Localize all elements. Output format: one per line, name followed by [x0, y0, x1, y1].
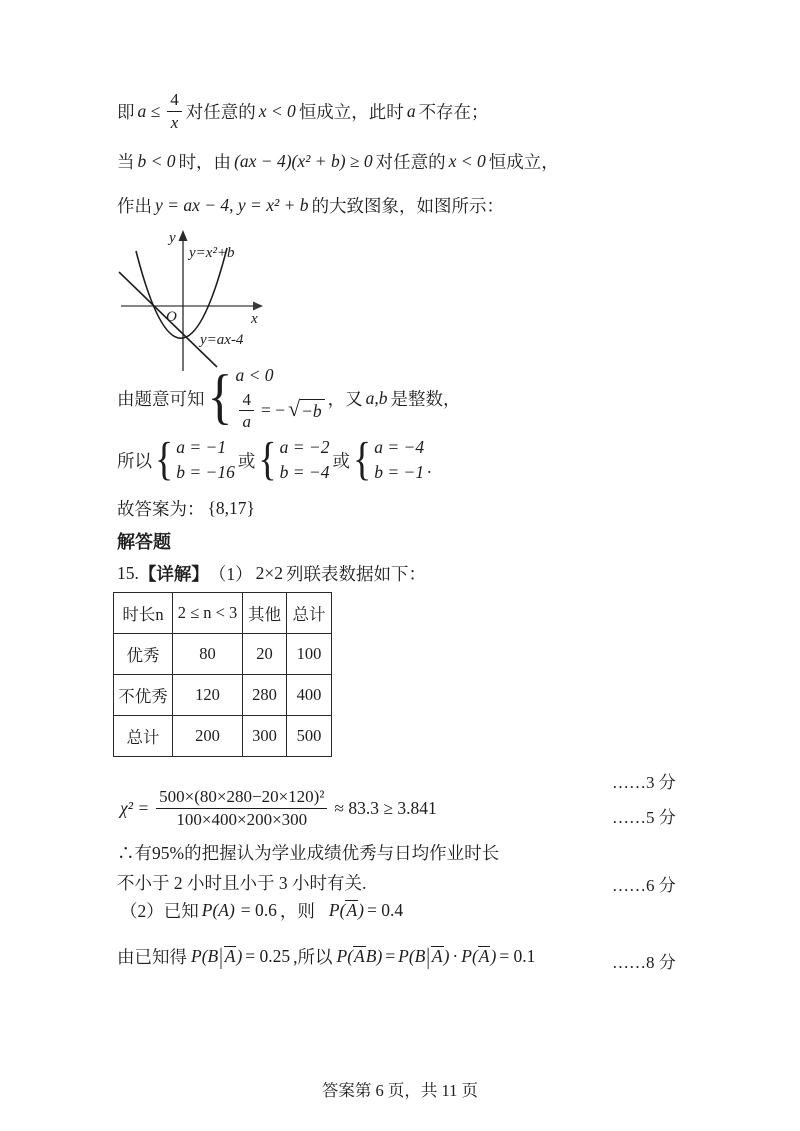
cjk-text: 列联表数据如下：	[286, 564, 426, 584]
solutions-line	[117, 434, 432, 486]
section-heading	[117, 528, 171, 554]
system-rows	[280, 437, 330, 484]
part-2-line-1	[120, 898, 406, 923]
header-cell: 时长n	[114, 593, 173, 634]
cjk-text: 对任意的	[375, 152, 446, 172]
value-a: a = −2	[279, 437, 330, 457]
cell-value: 100	[287, 634, 332, 675]
value-b: b = −1	[374, 461, 425, 482]
math-token: b < 0	[137, 151, 176, 171]
p-close: )	[443, 946, 450, 966]
left-brace: {	[258, 434, 277, 486]
probability-A-complement	[461, 946, 496, 967]
table-header-row	[114, 593, 332, 634]
A-bar: A	[431, 946, 443, 966]
answer-label: 故答案为：	[117, 499, 205, 519]
value: = 0.1	[499, 946, 536, 966]
square-root	[288, 396, 325, 423]
conditional-probability	[191, 942, 243, 970]
solution-line-1	[117, 90, 489, 132]
radicand: −b	[300, 399, 325, 423]
p-close: B)	[365, 946, 383, 966]
value-a: a = −1	[176, 437, 227, 457]
fraction-denominator: x	[170, 112, 179, 132]
left-brace: {	[155, 434, 174, 486]
function-graph-figure	[105, 224, 277, 374]
section-heading-text: 解答题	[117, 532, 171, 552]
radical-sign: √	[288, 396, 301, 421]
y-axis-label: y	[169, 230, 176, 246]
solution-line-3	[117, 193, 504, 218]
cell-value: 300	[243, 716, 287, 757]
cjk-text: 是整数，	[390, 388, 461, 409]
A-bar: A	[346, 900, 358, 920]
problem-15-intro	[117, 561, 426, 586]
conditional-bar: |	[219, 942, 223, 970]
system-rows	[374, 437, 424, 484]
cjk-text: ，则	[279, 901, 315, 921]
cjk-text: ，又	[327, 388, 363, 409]
final-answer-line	[117, 496, 258, 521]
value: = 0.6	[240, 900, 277, 920]
value-a: a = −4	[374, 437, 425, 457]
chi-fraction	[156, 787, 327, 829]
A-bar: A	[354, 946, 365, 966]
probability-A-complement	[329, 900, 364, 921]
p-close: )	[490, 946, 497, 966]
cell-value: 400	[287, 675, 332, 716]
table-row	[114, 716, 332, 757]
p-close: )	[236, 946, 243, 966]
equals: =	[385, 946, 396, 966]
row-label: 优秀	[114, 634, 173, 675]
cjk-text: 即	[117, 101, 135, 122]
brace-system-1	[155, 434, 235, 486]
joint-probability	[337, 946, 383, 967]
cjk-text: 或	[332, 450, 350, 471]
origin-label: O	[166, 309, 177, 325]
cjk-text: 时，由	[178, 152, 232, 172]
cjk-text: 对任意的	[185, 101, 256, 122]
cjk-text: （2）已知	[120, 901, 199, 921]
fraction-numerator: 500×(80×280−20×120)²	[156, 787, 327, 809]
score-mark-6: ……6 分	[612, 876, 676, 895]
cjk-text: 由已知得	[117, 947, 187, 967]
x-axis-label: x	[251, 311, 258, 327]
header-cell: 2 ≤ n < 3	[173, 593, 243, 634]
fraction-numerator: 4	[167, 90, 182, 112]
cell-value: 280	[243, 675, 287, 716]
conditional-probability	[398, 942, 450, 970]
cell-value: 120	[173, 675, 243, 716]
cell-value: 20	[243, 634, 287, 675]
chi-square-formula	[117, 787, 440, 829]
cjk-text: 不存在；	[418, 101, 489, 122]
cell-value: 500	[287, 716, 332, 757]
row-label: 不优秀	[114, 675, 173, 716]
contingency-table	[113, 592, 332, 757]
fraction-denominator: a	[242, 412, 251, 432]
multiplication-dot: ·	[452, 946, 459, 966]
y-axis-arrow-icon	[179, 230, 188, 241]
cell-value: 200	[173, 716, 243, 757]
cjk-text: 恒成立，	[488, 152, 559, 172]
cjk-text: 由题意可知	[117, 388, 205, 409]
cjk-text: ∴有95%的把握认为学业成绩优秀与日均作业时长	[117, 843, 500, 863]
cjk-text: 或	[237, 450, 256, 471]
solution-line-2	[117, 149, 559, 174]
brace-system-2	[258, 434, 330, 486]
p-b-open: P(B	[191, 946, 219, 966]
graph-svg	[105, 224, 277, 374]
cell-value: 80	[173, 634, 243, 675]
p-open: P(	[336, 946, 354, 966]
equals-minus: = −	[260, 399, 286, 420]
fraction-4-over-a	[239, 390, 254, 432]
math-token: 2×2	[255, 563, 283, 583]
chi-squared-lhs: χ² =	[120, 797, 150, 818]
A-bar: A	[224, 946, 236, 966]
cjk-text: 所以	[117, 450, 152, 471]
table-row	[114, 675, 332, 716]
cjk-text: 恒成立，此时	[298, 101, 404, 122]
math-token: a ≤	[137, 100, 161, 121]
probability-A: P(A)	[201, 900, 235, 920]
cjk-text: 的大致图象，如图所示：	[311, 196, 505, 216]
brace-system-3	[353, 434, 425, 486]
page-footer: 答案第 6 页，共 11 页	[321, 1081, 479, 1100]
system-rows	[235, 365, 324, 432]
p-close: )	[358, 900, 364, 920]
score-mark-3: ……3 分	[612, 773, 676, 792]
p-open: P(	[461, 946, 478, 966]
parabola-equation-label: y=x²+b	[189, 245, 235, 261]
p-open: P(	[328, 900, 346, 920]
score-mark-8: ……8 分	[612, 953, 676, 972]
chi-result: ≈ 83.3 ≥ 3.841	[334, 797, 437, 818]
cjk-text: ,所以	[293, 947, 333, 967]
score-mark-5: ……5 分	[612, 808, 676, 827]
math-token: y = ax − 4, y = x² + b	[155, 195, 309, 215]
table-row	[114, 634, 332, 675]
cjk-text: 作出	[117, 196, 152, 216]
conclusion-line-2	[117, 870, 366, 895]
condition-a: a < 0	[235, 365, 274, 385]
A-bar: A	[478, 946, 490, 966]
x-axis-arrow-icon	[253, 302, 263, 311]
value: = 0.25	[245, 946, 291, 966]
left-brace: {	[353, 434, 372, 486]
part-2-line-2	[117, 944, 538, 969]
detail-tag: 【详解】	[138, 564, 209, 584]
math-token: x < 0	[448, 151, 486, 171]
left-brace: {	[207, 363, 233, 432]
cjk-text: 不小于 2 小时且小于 3 小时有关.	[117, 873, 367, 893]
conditional-bar: |	[426, 942, 430, 970]
parabola-curve	[136, 248, 227, 338]
system-rows	[176, 437, 235, 484]
line-equation-label: y=ax-4	[200, 332, 244, 348]
conclusion-line-1	[117, 840, 499, 865]
conditions-line	[117, 365, 461, 432]
fraction-numerator: 4	[239, 390, 254, 412]
condition-frac-sqrt	[235, 390, 324, 432]
fraction-4-over-x	[167, 90, 182, 132]
fraction-denominator: 100×400×200×300	[176, 809, 308, 829]
math-token: (ax − 4)(x² + b) ≥ 0	[234, 151, 373, 171]
period: .	[427, 456, 432, 477]
row-label: 总计	[114, 716, 173, 757]
value: = 0.4	[366, 900, 404, 920]
math-token: x < 0	[258, 100, 296, 121]
part-number: （1）	[208, 564, 253, 584]
math-token: a	[406, 100, 416, 121]
value-b: b = −16	[176, 461, 235, 482]
problem-number: 15.	[117, 563, 139, 583]
cjk-text: 当	[117, 152, 135, 172]
header-cell: 总计	[287, 593, 332, 634]
math-token: a,b	[365, 387, 388, 408]
header-cell: 其他	[243, 593, 287, 634]
value-b: b = −4	[279, 461, 330, 482]
answer-value: {8,17}	[207, 498, 255, 518]
p-b-open: P(B	[398, 946, 426, 966]
brace-system-conditions	[208, 365, 325, 432]
